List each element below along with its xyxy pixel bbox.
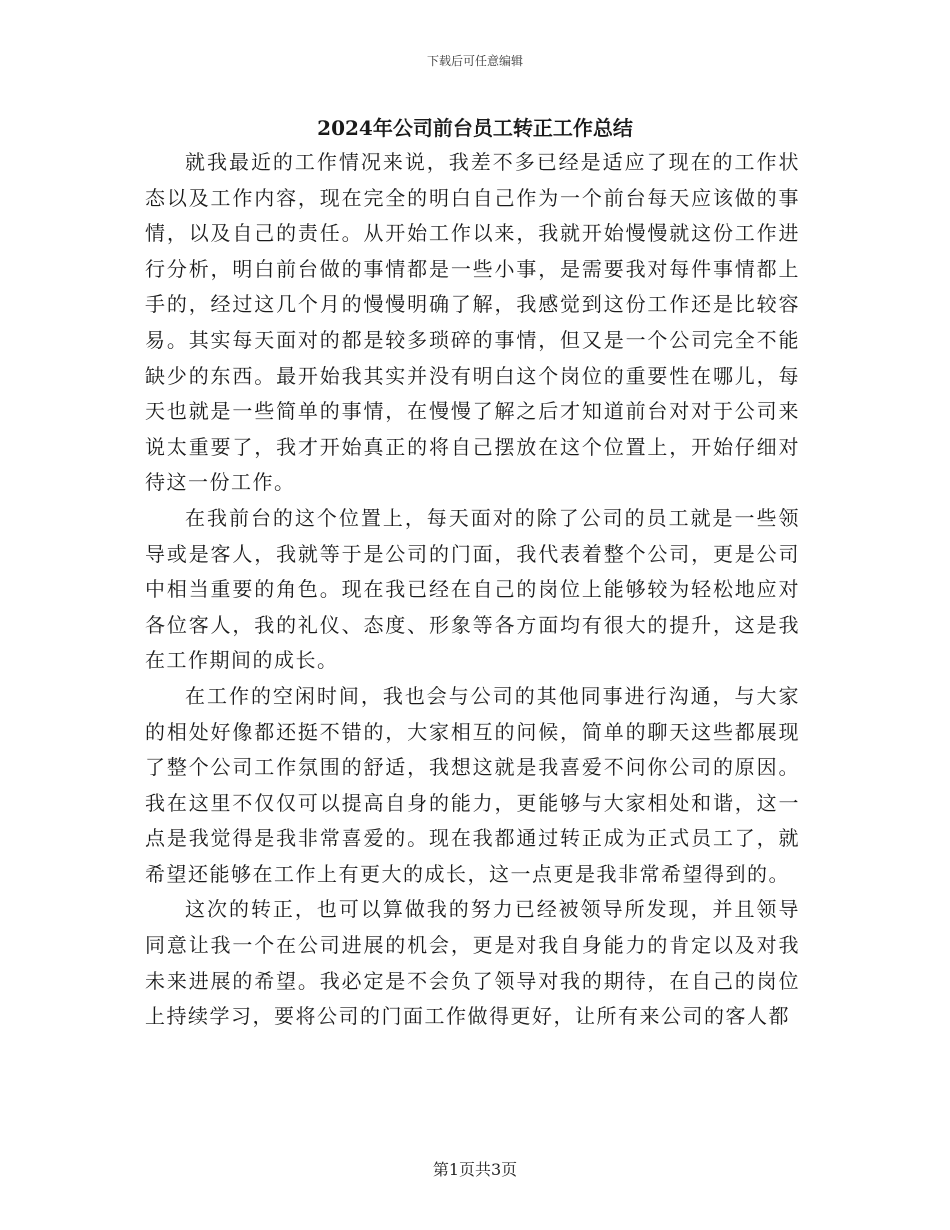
paragraph-2: 在我前台的这个位置上，每天面对的除了公司的员工就是一些领导或是客人，我就等于是公司的门面，我代表着整个公司，更是公司中相当重要的角色。现在我已经在自己的岗位上能够较为轻松地应对各位客人，我的礼仪、态度、形象等各方面均有很大的提升，这是我在工作期间的成长。: [145, 505, 800, 673]
paragraph-4: 这次的转正，也可以算做我的努力已经被领导所发现，并且领导同意让我一个在公司进展的机会，更是对我自身能力的肯定以及对我未来进展的希望。我必定是不会负了领导对我的期待，在自己的岗位上持续学习，要将公司的门面工作做得更好，让所有来公司的客人都: [145, 897, 800, 1029]
document-title: 2024年公司前台员工转正工作总结: [317, 116, 633, 140]
paragraph-1: 就我最近的工作情况来说，我差不多已经是适应了现在的工作状态以及工作内容，现在完全的明白自己作为一个前台每天应该做的事情，以及自己的责任。从开始工作以来，我就开始慢慢就这份工作进行分析，明白前台做的事情都是一些小事，是需要我对每件事情都上手的，经过这几个月的慢慢明确了解，我感觉到这份工作还是比较容易。其实每天面对的都是较多琐碎的事情，但又是一个公司完全不能缺少的东西。最开始我其实并没有明白这个岗位的重要性在哪儿，每天也就是一些简单的事情，在慢慢了解之后才知道前台对对于公司来说太重要了，我才开始真正的将自己摆放在这个位置上，开始仔细对待这一份工作。: [145, 150, 800, 495]
header-note: 下载后可任意编辑: [426, 54, 523, 68]
document-body: [145, 145, 800, 1035]
paragraph-3: 在工作的空闲时间，我也会与公司的其他同事进行沟通，与大家的相处好像都还挺不错的，大家相互的问候，简单的聊天这些都展现了整个公司工作氛围的舒适，我想这就是我喜爱不问你公司的原因。我在这里不仅仅可以提高自身的能力，更能够与大家相处和谐，这一点是我觉得是我非常喜爱的。现在我都通过转正成为正式员工了，就希望还能够在工作上有更大的成长，这一点更是我非常希望得到的。: [145, 683, 800, 886]
page-indicator: 第1页共3页: [432, 1160, 518, 1179]
